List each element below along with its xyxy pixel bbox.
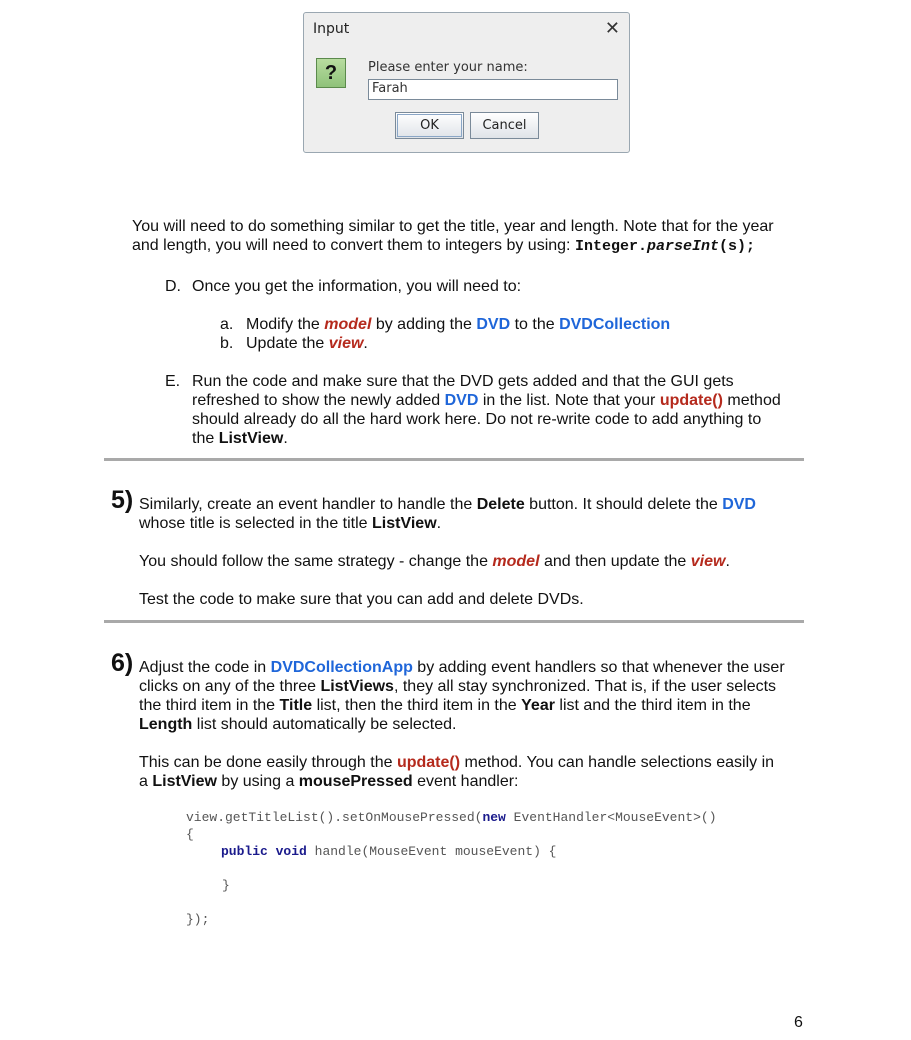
section-5-number: 5) xyxy=(111,486,134,514)
step-e-line-3: should already do all the hard work here. Do not re-write code to add anything to xyxy=(192,411,762,428)
step-d-b-marker: b. xyxy=(220,335,234,352)
section-6-line-4: Length list should automatically be selected. xyxy=(139,716,457,733)
code-line-2: { xyxy=(186,827,194,842)
step-d-marker: D. xyxy=(165,278,181,295)
section-6-para-2-line-1: This can be done easily through the update() method. You can handle selections easily in xyxy=(139,754,775,771)
code-line-1: view.getTitleList().setOnMousePressed(new EventHandler<MouseEvent>() xyxy=(186,810,717,825)
step-e-line-1: Run the code and make sure that the DVD gets added and that the GUI gets xyxy=(192,373,734,390)
step-e-line-2: refreshed to show the newly added DVD in the list. Note that your update() method xyxy=(192,392,781,409)
section-divider xyxy=(104,458,804,461)
section-5-strategy: You should follow the same strategy - change the model and then update the view. xyxy=(139,553,730,570)
section-6-number: 6) xyxy=(111,649,134,677)
step-d-a-text: Modify the model by adding the DVD to the DVDCollection xyxy=(246,316,671,333)
section-6-line-2: clicks on any of the three ListViews, they all stay synchronized. That is, if the user selects xyxy=(139,678,777,695)
code-line-5: }); xyxy=(186,912,210,927)
close-icon[interactable]: ✕ xyxy=(604,18,620,38)
cancel-button[interactable]: Cancel xyxy=(470,112,539,139)
intro-line-1: You will need to do something similar to get the title, year and length. Note that for the year xyxy=(132,218,774,235)
step-d-a-marker: a. xyxy=(220,316,234,333)
question-icon: ? xyxy=(316,58,346,88)
section-5-test: Test the code to make sure that you can add and delete DVDs. xyxy=(139,591,584,608)
section-divider xyxy=(104,620,804,623)
section-6-line-3: the third item in the Title list, then the third item in the Year list and the third item in the xyxy=(139,697,751,714)
section-5-line-1: Similarly, create an event handler to handle the Delete button. It should delete the DVD xyxy=(139,496,756,513)
section-6-line-1: Adjust the code in DVDCollectionApp by adding event handlers so that whenever the user xyxy=(139,659,785,676)
name-input[interactable]: Farah xyxy=(368,79,618,100)
code-line-4: } xyxy=(222,878,230,893)
input-dialog xyxy=(303,12,630,153)
section-6-para-2-line-2: a ListView by using a mousePressed event handler: xyxy=(139,773,519,790)
page-number: 6 xyxy=(794,1014,803,1031)
intro-line-2: and length, you will need to convert them to integers by using: Integer.parseInt(s); xyxy=(132,237,755,255)
section-5-line-2: whose title is selected in the title ListView. xyxy=(139,515,442,532)
dialog-title: Input xyxy=(313,21,350,37)
dialog-prompt: Please enter your name: xyxy=(368,60,528,75)
step-e-line-4: the ListView. xyxy=(192,430,288,447)
step-d-b-text: Update the view. xyxy=(246,335,368,352)
step-e-marker: E. xyxy=(165,373,181,390)
step-d-text: Once you get the information, you will need to: xyxy=(192,278,522,295)
code-line-3: public void handle(MouseEvent mouseEvent) { xyxy=(221,844,557,859)
ok-button[interactable]: OK xyxy=(395,112,464,139)
